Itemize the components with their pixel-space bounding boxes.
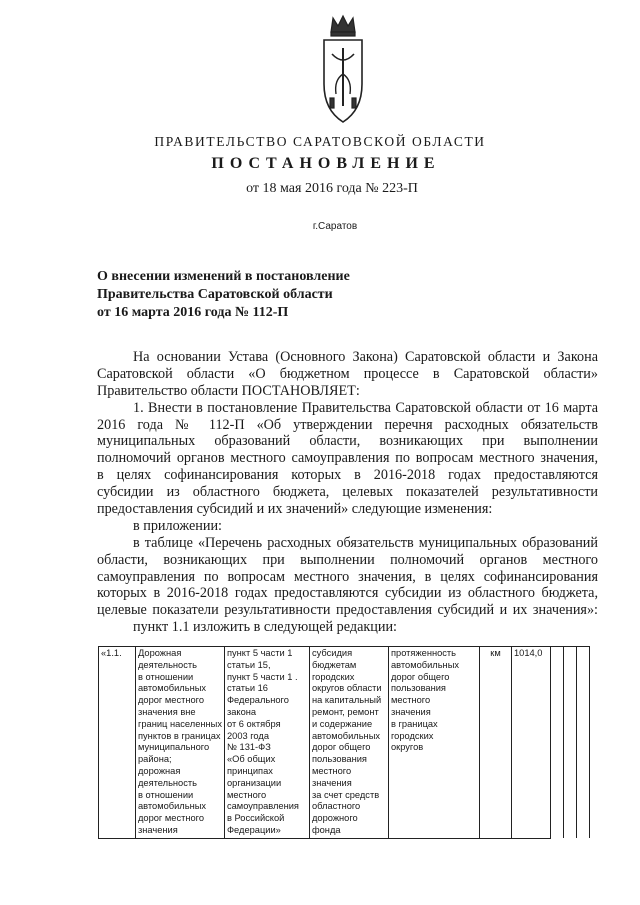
cell-line: автомобильных (138, 801, 207, 812)
table-cell-value (511, 647, 550, 839)
body-line: Саратовской области «О бюджетном процессе в Саратовской области» (97, 365, 598, 382)
cell-line: деятельность (138, 659, 197, 670)
cell-line: самоуправления (226, 801, 299, 812)
cell-line: значения (390, 706, 431, 717)
cell-line: дорог общего (390, 671, 450, 682)
cell-line: пункт 5 части 1 . (226, 671, 298, 682)
cell-line: 1014,0 (513, 648, 543, 658)
table-cell-empty (563, 647, 576, 839)
cell-line: бюджетам (311, 659, 357, 670)
cell-line: № 131-ФЗ (226, 742, 271, 753)
cell-line: в границах (390, 718, 438, 729)
cell-line: дорог местного (138, 813, 205, 824)
cell-line: автомобильных (311, 730, 381, 741)
table-cell-number (99, 647, 136, 839)
body-line: пункт 1.1 изложить в следующей редакции: (133, 619, 397, 636)
body-line: полномочий органов местного самоуправления по вопросам местного значения, (97, 450, 598, 467)
cell-line: Федерации» (226, 824, 281, 835)
table-cell-indicator (388, 647, 479, 839)
cell-line: значения (311, 777, 352, 788)
cell-line: дорог общего (311, 742, 371, 753)
body-line: самоуправления по вопросам местного значения, в целях софинансирования (97, 568, 598, 585)
cell-line: км (490, 648, 501, 658)
cell-line: района; (138, 754, 172, 765)
table-cell-legal-basis (224, 647, 309, 839)
cell-line: областного (311, 801, 361, 812)
table-cell-empty (550, 647, 563, 839)
cell-line: значения (138, 824, 178, 835)
cell-line: городских (390, 730, 434, 741)
cell-line: деятельность (138, 777, 197, 788)
title-line: Правительства Саратовской области (97, 287, 333, 302)
body-line: 2016 года № 112-П «Об утверждении перечня расходных обязательств (97, 416, 598, 433)
document-city: г.Саратов (312, 221, 358, 232)
cell-line: закона (226, 706, 257, 717)
cell-line: местного (390, 695, 431, 706)
cell-line: за счет средств (311, 789, 380, 800)
cell-line: автомобильных (390, 659, 460, 670)
cell-line: городских (311, 671, 355, 682)
body-line: области, возникающих при выполнении полномочий органов местного (97, 551, 598, 568)
cell-line: дорог местного (138, 695, 205, 706)
cell-line: и содержание (311, 718, 373, 729)
cell-line: дорожная (138, 765, 181, 776)
table-cell-subsidy (309, 647, 388, 839)
document-type: ПОСТАНОВЛЕНИЕ (211, 155, 441, 172)
table-row (99, 647, 590, 839)
cell-line: местного (311, 765, 352, 776)
document-date-number: от 18 мая 2016 года № 223-П (246, 181, 418, 196)
body-line: предоставления субсидий и их значений» следующие изменения: (97, 501, 493, 518)
body-line: субсидии из областного бюджета, целевых показателей результативности (97, 484, 598, 501)
cell-line: принципах (226, 765, 273, 776)
coat-of-arms-emblem (318, 14, 368, 126)
cell-line: пользования (311, 754, 367, 765)
cell-line: «Об общих (226, 754, 276, 765)
cell-line: ремонт, ремонт (311, 706, 379, 717)
cell-line: статьи 16 (226, 683, 268, 694)
cell-line: значения вне (138, 706, 196, 717)
cell-line: протяженность (390, 648, 457, 658)
cell-line: дорожного (311, 813, 358, 824)
cell-line: фонда (311, 824, 341, 835)
cell-line: округов области (311, 683, 382, 694)
table-cell-activity (136, 647, 225, 839)
cell-line: статьи 15, (226, 659, 271, 670)
cell-line: организации (226, 777, 282, 788)
document-title (97, 268, 517, 322)
cell-line: Дорожная (138, 648, 182, 658)
cell-line: 2003 года (226, 730, 269, 741)
table-cell-empty (576, 647, 589, 839)
government-name: ПРАВИТЕЛЬСТВО САРАТОВСКОЙ ОБЛАСТИ (154, 134, 486, 149)
cell-line: в отношении (138, 671, 194, 682)
cell-line: пункт 5 части 1 (226, 648, 293, 658)
cell-line: автомобильных (138, 683, 207, 694)
cell-line: округов (390, 742, 424, 753)
cell-line: от 6 октября (226, 718, 281, 729)
subsidy-table (98, 646, 590, 839)
body-line: в приложении: (133, 517, 222, 534)
cell-line: местного (226, 789, 267, 800)
body-line: На основании Устава (Основного Закона) Саратовской области и Закона (133, 349, 598, 365)
title-line: от 16 марта 2016 года № 112-П (97, 305, 289, 320)
body-line: муниципальных образований области, возникающих при выполнении (97, 433, 598, 450)
body-line: 1. Внести в постановление Правительства Саратовской области от 16 марта (133, 399, 598, 416)
cell-line: в отношении (138, 789, 194, 800)
cell-line: субсидия (311, 648, 353, 658)
cell-line: пользования (390, 683, 446, 694)
body-line: которых в 2016-2018 годах предоставляются субсидии из областного бюджета, (97, 585, 598, 602)
cell-line: «1.1. (101, 648, 122, 658)
body-line: в таблице «Перечень расходных обязательств муниципальных образований (133, 534, 598, 551)
cell-line: в Российской (226, 813, 285, 824)
body-line: целевые показатели результативности предоставления субсидий и их значения»: (97, 602, 598, 619)
cell-line: на капитальный (311, 695, 382, 706)
cell-line: границ населенных (138, 718, 222, 729)
body-line: Правительство области ПОСТАНОВЛЯЕТ: (97, 382, 360, 399)
cell-line: Федерального (226, 695, 289, 706)
cell-line: муниципального (138, 742, 210, 753)
title-line: О внесении изменений в постановление (97, 269, 350, 284)
cell-line: пунктов в границах (138, 730, 221, 741)
document-body (97, 349, 598, 636)
body-line: в целях софинансирования которых в 2016-2018 годах предоставляются (97, 467, 598, 484)
table-cell-unit (479, 647, 511, 839)
